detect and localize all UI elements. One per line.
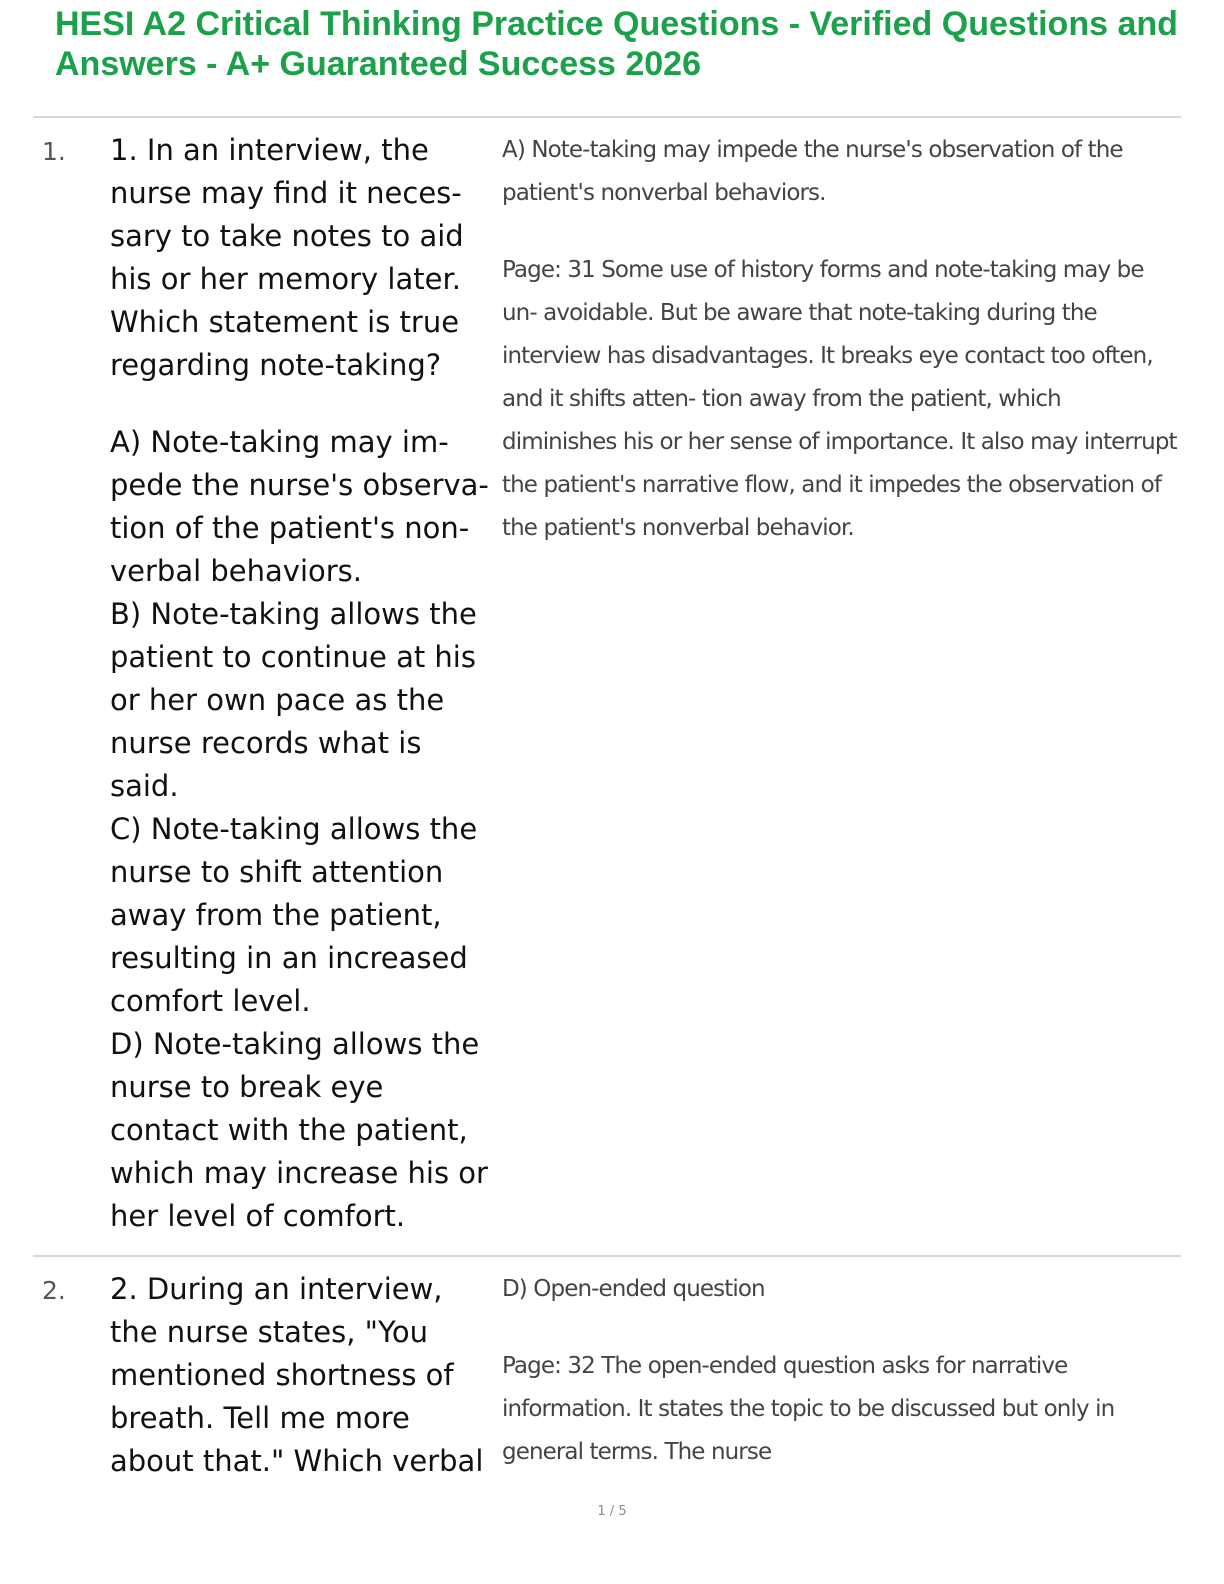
page-number: 1 / 5 <box>597 1504 627 1519</box>
answer-block <box>502 129 1177 550</box>
option-c: C) Note-taking allows the nurse to shift attention away from the patient, resulting in an increased comfort level. <box>110 812 478 1018</box>
question-number: 2. <box>42 1276 66 1305</box>
question-number: 1. <box>42 137 66 166</box>
answer-block <box>502 1268 1177 1474</box>
option-a: A) Note-taking may im- pede the nurse's observa- tion of the patient's non- verbal behaviors. <box>110 425 489 588</box>
answer-rationale: Page: 31 Some use of history forms and note-taking may be un- avoidable. But be aware that note-taking during the interview has disadvantages. It breaks eye contact too often, and it shifts atten- tion away from the patient, which diminishes his or her sense of importance. It also may interrupt the patient's narrative flow, and it impedes the observation of the patient's nonverbal behavior. <box>502 257 1177 541</box>
correct-answer: D) Open-ended question <box>502 1276 765 1302</box>
answer-rationale: Page: 32 The open-ended question asks for narrative information. It states the topic to be discussed but only in general terms. The nurse <box>502 1353 1115 1465</box>
question-text <box>110 1268 495 1483</box>
divider <box>33 116 1181 118</box>
question-stem: 2. During an interview, the nurse states, "You mentioned shortness of breath. Tell me more about that." Which verbal <box>110 1272 484 1478</box>
correct-answer: A) Note-taking may impede the nurse's observation of the patient's nonverbal behaviors. <box>502 137 1123 206</box>
option-d: D) Note-taking allows the nurse to break eye contact with the patient, which may increase his or her level of comfort. <box>110 1027 488 1233</box>
option-b: B) Note-taking allows the patient to continue at his or her own pace as the nurse records what is said. <box>110 597 477 803</box>
question-stem: 1. In an interview, the nurse may find it neces- sary to take notes to aid his or her memory later. Which statement is true regarding note-taking? <box>110 133 464 382</box>
question-text <box>110 129 495 1238</box>
document-title: HESI A2 Critical Thinking Practice Questions - Verified Questions and Answers - A+ Guaranteed Success 2026 <box>55 5 1178 83</box>
divider <box>33 1255 1181 1257</box>
